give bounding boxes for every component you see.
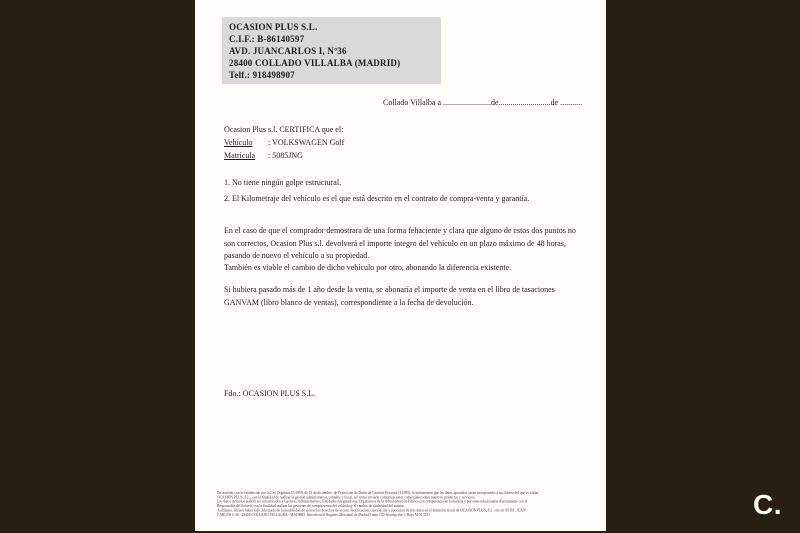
date-line: Collado Villalba a ........................de..........................de ........... <box>383 98 583 107</box>
letterhead-address: AVD. JUANCARLOS I, Nº36 <box>229 46 347 56</box>
plate-row <box>224 150 303 163</box>
plate-value: : 5085JNG <box>268 151 303 160</box>
plate-label: Matrícula <box>224 151 256 160</box>
certify-line: Ocasion Plus s.l. CERTIFICA que el: <box>224 125 344 134</box>
certificate-point-1: 1. No tiene ningún golpe estructural. <box>224 178 342 187</box>
coches-logo-watermark: C. <box>753 489 782 520</box>
exchange-paragraph: También es viable el cambio de dicho vehículo por otro, abonando la diferencia existente. <box>224 263 512 272</box>
legal-fine-print <box>217 491 539 517</box>
document-page <box>195 0 606 531</box>
vehicle-label: Vehículo <box>224 138 253 147</box>
refund-paragraph: En el caso de que el comprador demostrara de una forma fehaciente y clara que alguno de estos dos puntos no son correctos, Ocasion Plus s.l. devolverá el importe íntegro del vehículo en un plazo máximo de 48 horas, pasando de nuevo el vehículo a su propiedad. <box>224 226 576 260</box>
letterhead-city: 28400 COLLADO VILLALBA (MADRID) <box>229 58 401 68</box>
legal-line: Los datos incluidos podrán ser comunicados a Gestores Administrativos, Entidades Aseguradoras, Organismos de la Administración Pública con competencia en la materia y personas relacionadas directamente con el <box>217 499 528 504</box>
letterhead-cif: C.I.F.: B-86140597 <box>229 34 305 44</box>
letterhead-company: OCASION PLUS S.L. <box>229 22 318 32</box>
legal-line: CARLOS I, 36 - 28400 COLLADO VILLALBA - MADRID. Inscrita en el Registro Mercantil de Madrid Tomo 130, Inscripción 1, Hoja M-513731. <box>217 512 431 517</box>
certificate-point-2: 2. El Kilometraje del vehículo es el que está descrito en el contrato de compra-venta y garantía. <box>224 194 530 203</box>
legal-line: Asimismo, declaro haber sido informado de la posibilidad de ejercer los derechos de acceso, rectificación, cancelación y oposición de mis datos en el domicilio fiscal de OCASIÓN PLUS, S.L. sito en AVDA. JUAN <box>217 508 526 513</box>
ganvam-paragraph: Si hubiera pasado más de 1 año desde la venta, se abonaría el importe de venta en el libro de tasaciones GANVAM (libro blanco de ventas), correspondiente a la fecha de devolución. <box>224 285 555 307</box>
letterhead-phone: Telf.: 918498907 <box>229 70 295 80</box>
vehicle-row <box>224 137 344 150</box>
letterhead-box <box>222 17 441 84</box>
legal-line: De acuerdo con lo establecido por la Ley Orgánica 15/1999, de 13 de diciembre, de Protección de Datos de Carácter Personal (LOPD), le informamos que los datos aportados serán incorporados a un fichero del que es titular <box>217 491 539 495</box>
vehicle-value: : VOLKSWAGEN Golf <box>268 138 345 147</box>
legal-line: Responsable del fichero, con la finalidad realizar las gestiones de compra-venta del vehículo y el cambio de titularidad del mismo. <box>217 504 405 509</box>
signature-line: Fdo.: OCASION PLUS S.L. <box>224 389 316 398</box>
legal-line: OCASIÓN PLUS, S.L., con la finalidad de realizar la gestión administrativa, contable y fiscal, así como enviarle comunicaciones comerciales sobre nuestros productos y servicios. <box>217 495 476 500</box>
